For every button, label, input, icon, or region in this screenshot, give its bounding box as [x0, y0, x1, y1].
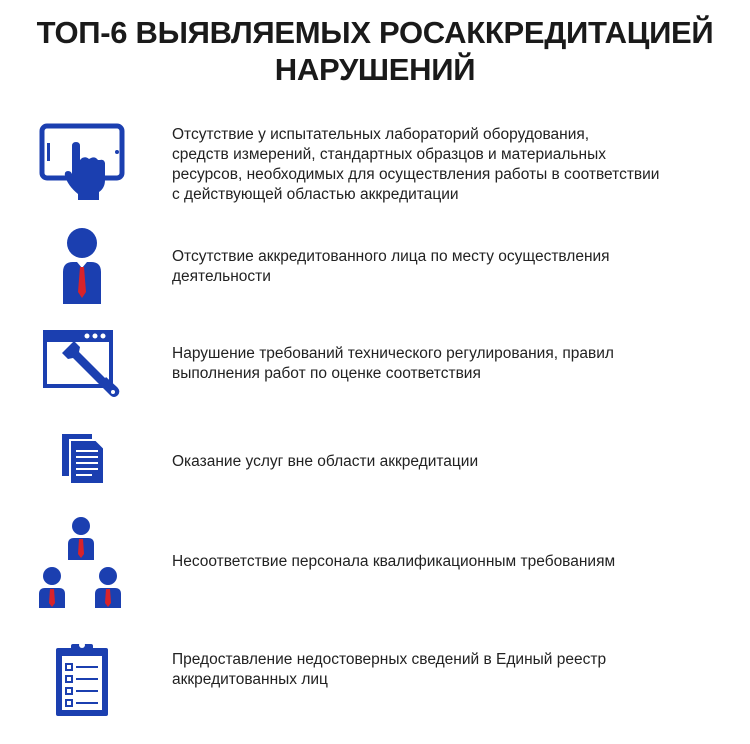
item-text: [172, 452, 712, 472]
text-line: Предоставление недостоверных сведений в Единый реестр: [172, 651, 607, 668]
text-line: Нарушение требований технического регулирования, правил: [172, 345, 614, 362]
text-line: Несоответствие персонала квалификационным требованиям: [172, 553, 616, 570]
item-text: [172, 125, 712, 205]
item-text: [172, 650, 712, 690]
window-wrench-icon: [40, 328, 122, 404]
title-line-1: ТОП-6 ВЫЯВЛЯЕМЫХ РОСАККРЕДИТАЦИЕЙ: [36, 15, 714, 50]
text-line: выполнения работ по оценке соответствия: [172, 365, 481, 382]
tablet-hand-icon: [38, 120, 128, 204]
text-line: с действующей областью аккредитации: [172, 186, 459, 203]
documents-icon: [58, 430, 108, 486]
text-line: Отсутствие аккредитованного лица по месту осуществления: [172, 248, 610, 265]
text-line: ресурсов, необходимых для осуществления работы в соответствии: [172, 166, 660, 183]
item-text: [172, 247, 712, 287]
item-text: [172, 344, 712, 384]
text-line: деятельности: [172, 268, 271, 285]
clipboard-checklist-icon: [54, 640, 110, 718]
title-line-2: НАРУШЕНИЙ: [274, 52, 476, 87]
item-text: [172, 552, 712, 572]
text-line: Оказание услуг вне области аккредитации: [172, 453, 479, 470]
person-icon: [59, 226, 105, 304]
text-line: аккредитованных лиц: [172, 671, 328, 688]
people-group-icon: [36, 514, 126, 610]
text-line: Отсутствие у испытательных лабораторий оборудования,: [172, 126, 590, 143]
text-line: средств измерений, стандартных образцов и материальных: [172, 146, 606, 163]
page-title: [0, 14, 750, 88]
